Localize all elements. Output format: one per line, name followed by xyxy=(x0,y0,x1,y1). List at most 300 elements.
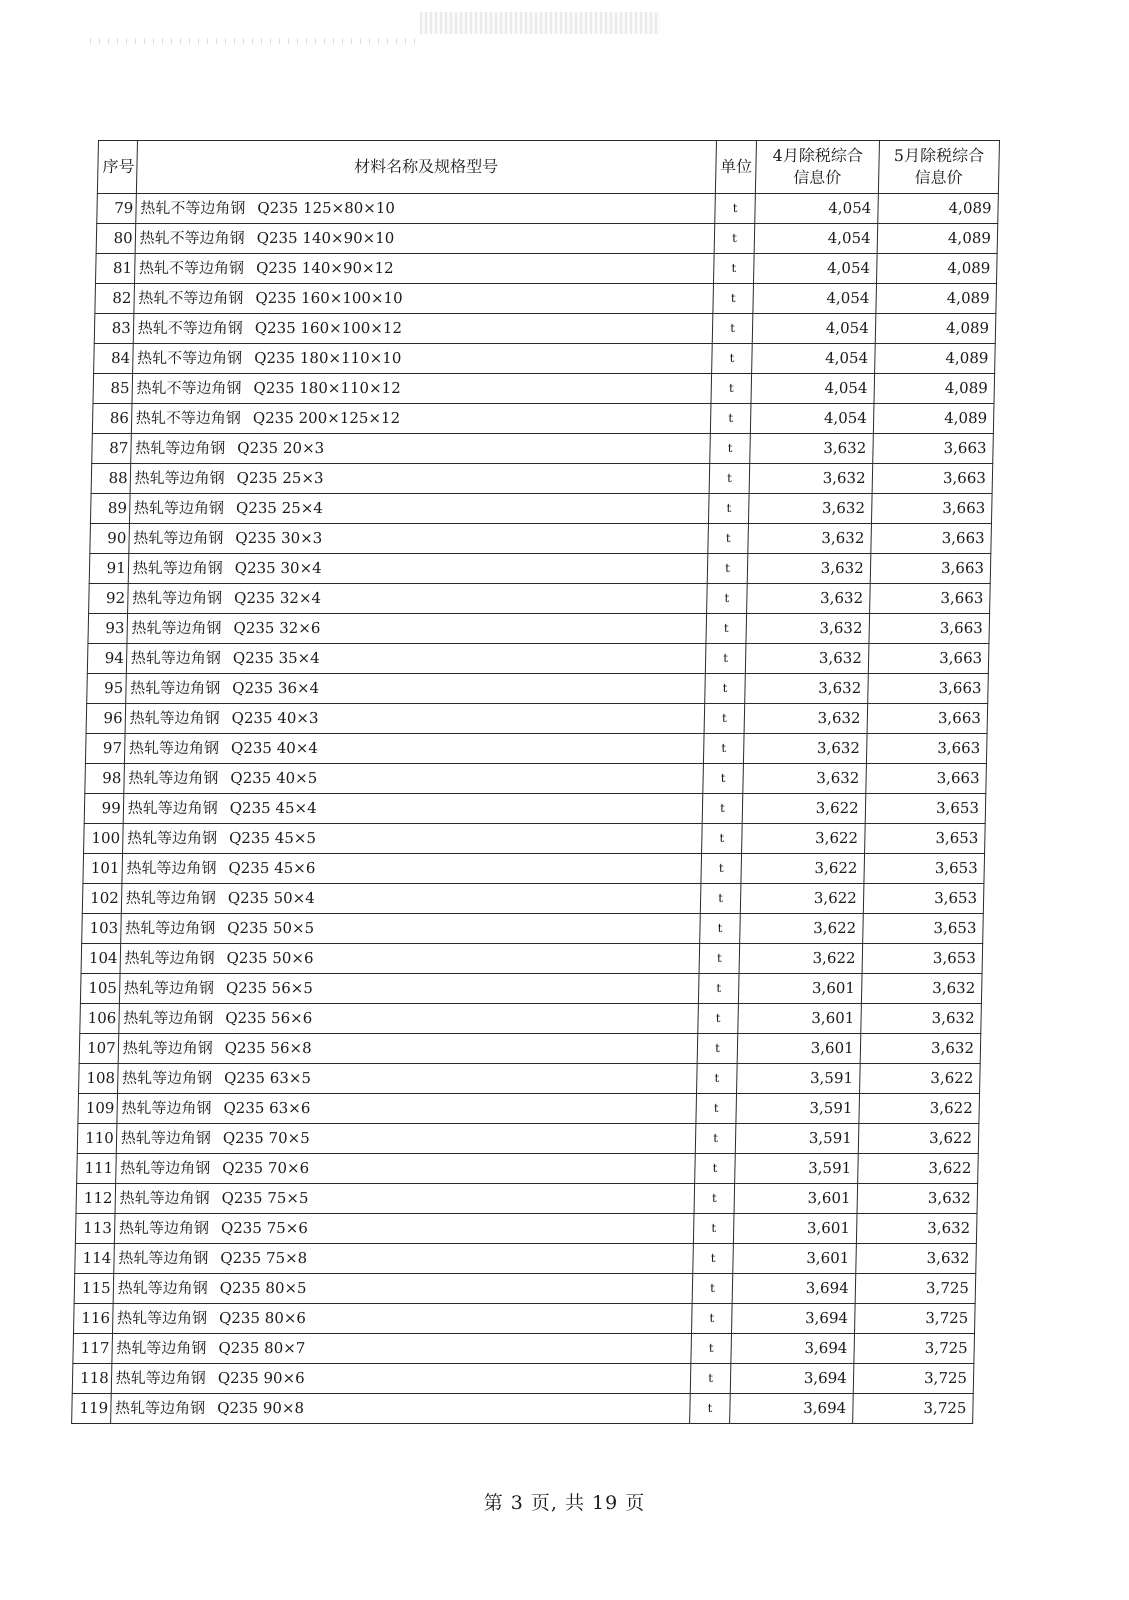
row-april-price-cell: 3,622 xyxy=(742,824,865,854)
row-may-price-cell: 3,663 xyxy=(870,554,991,584)
row-material-name: 热轧不等边角钢 xyxy=(135,409,242,427)
table-row xyxy=(97,194,999,224)
row-no-cell: 93 xyxy=(88,614,127,644)
row-april-price-cell: 3,591 xyxy=(735,1154,858,1184)
row-may-price-cell: 3,622 xyxy=(859,1094,980,1124)
row-material-name: 热轧等边角钢 xyxy=(116,1339,207,1357)
row-material-name: 热轧等边角钢 xyxy=(125,919,216,937)
row-name-cell xyxy=(120,944,700,974)
row-name-cell xyxy=(130,464,710,494)
row-material-name: 热轧等边角钢 xyxy=(130,679,221,697)
row-may-price-cell: 3,663 xyxy=(867,674,988,704)
row-no-cell: 82 xyxy=(95,284,134,314)
row-material-spec: Q235 70×5 xyxy=(222,1129,310,1147)
row-material-name: 热轧等边角钢 xyxy=(121,1069,213,1087)
row-material-name: 热轧等边角钢 xyxy=(134,469,225,487)
row-material-spec: Q235 30×3 xyxy=(235,529,323,547)
row-name-cell xyxy=(110,1394,690,1424)
row-april-price-cell: 3,632 xyxy=(744,734,867,764)
row-no-cell: 85 xyxy=(93,374,132,404)
row-may-price-cell: 3,632 xyxy=(861,974,982,1004)
row-april-price-cell: 3,632 xyxy=(748,524,871,554)
row-unit-cell: t xyxy=(698,974,739,1004)
row-april-price-cell: 4,054 xyxy=(751,404,874,434)
row-material-name: 热轧等边角钢 xyxy=(130,649,222,667)
row-name-cell xyxy=(128,554,708,584)
row-no-cell: 101 xyxy=(83,854,122,884)
row-name-cell xyxy=(130,434,710,464)
row-no-cell: 87 xyxy=(92,434,131,464)
row-unit-cell: t xyxy=(709,434,750,464)
row-material-spec: Q235 50×4 xyxy=(227,889,315,907)
header-april-price xyxy=(756,141,879,194)
row-name-cell xyxy=(112,1334,692,1364)
row-no-cell: 96 xyxy=(86,704,125,734)
table-row xyxy=(84,794,986,824)
row-unit-cell: t xyxy=(689,1394,730,1424)
row-material-name: 热轧不等边角钢 xyxy=(139,229,245,247)
row-name-cell xyxy=(120,914,700,944)
row-no-cell: 104 xyxy=(81,944,120,974)
row-april-price-cell: 3,601 xyxy=(739,974,862,1004)
row-material-spec: Q235 200×125×12 xyxy=(252,409,401,427)
row-may-price-cell: 4,089 xyxy=(876,284,997,314)
row-no-cell: 116 xyxy=(73,1304,112,1334)
row-may-price-cell: 4,089 xyxy=(877,194,998,224)
row-no-cell: 91 xyxy=(89,554,128,584)
table-row xyxy=(89,584,991,614)
row-may-price-cell: 3,632 xyxy=(856,1214,977,1244)
row-material-spec: Q235 56×5 xyxy=(225,979,314,997)
row-material-spec: Q235 25×4 xyxy=(235,499,324,517)
row-material-name: 热轧等边角钢 xyxy=(116,1309,208,1327)
row-april-price-cell: 3,622 xyxy=(743,794,866,824)
row-may-price-cell: 3,653 xyxy=(865,794,986,824)
row-material-name: 热轧等边角钢 xyxy=(128,769,219,787)
table-row xyxy=(92,404,994,434)
table-row xyxy=(73,1304,975,1334)
row-name-cell xyxy=(127,614,707,644)
table-row xyxy=(75,1214,977,1244)
table-row xyxy=(94,314,996,344)
row-april-price-cell: 3,694 xyxy=(733,1274,856,1304)
row-material-spec: Q235 140×90×12 xyxy=(255,259,394,277)
row-april-price-cell: 3,632 xyxy=(748,554,871,584)
row-may-price-cell: 3,663 xyxy=(868,644,989,674)
row-april-price-cell: 3,632 xyxy=(749,494,872,524)
row-no-cell: 102 xyxy=(82,884,121,914)
row-may-price-cell: 3,632 xyxy=(855,1244,976,1274)
row-april-price-cell: 3,694 xyxy=(731,1364,854,1394)
row-material-spec: Q235 36×4 xyxy=(232,679,320,697)
row-name-cell xyxy=(134,284,714,314)
row-no-cell: 97 xyxy=(85,734,124,764)
row-no-cell: 83 xyxy=(94,314,133,344)
row-material-name: 热轧等边角钢 xyxy=(132,559,223,577)
row-material-spec: Q235 45×5 xyxy=(228,829,317,847)
row-unit-cell: t xyxy=(697,1034,738,1064)
row-material-name: 热轧不等边角钢 xyxy=(137,319,243,337)
table-row xyxy=(94,344,996,374)
row-april-price-cell: 3,622 xyxy=(740,914,863,944)
row-may-price-cell: 3,653 xyxy=(862,914,983,944)
row-material-spec: Q235 63×6 xyxy=(223,1099,311,1117)
row-may-price-cell: 3,725 xyxy=(855,1274,976,1304)
row-may-price-cell: 3,663 xyxy=(866,764,987,794)
row-april-price-cell: 3,622 xyxy=(739,944,862,974)
table-row xyxy=(93,374,995,404)
row-material-name: 热轧等边角钢 xyxy=(117,1279,208,1297)
row-no-cell: 80 xyxy=(96,224,135,254)
table-row xyxy=(89,554,991,584)
table-row xyxy=(87,644,989,674)
row-unit-cell: t xyxy=(704,704,745,734)
row-name-cell xyxy=(123,794,703,824)
table-row xyxy=(85,764,987,794)
row-material-name: 热轧等边角钢 xyxy=(123,1009,214,1027)
row-no-cell: 103 xyxy=(82,914,121,944)
row-unit-cell: t xyxy=(699,914,740,944)
row-april-price-cell: 3,601 xyxy=(734,1184,857,1214)
row-material-spec: Q235 56×8 xyxy=(224,1039,312,1057)
row-material-spec: Q235 56×6 xyxy=(225,1009,313,1027)
row-name-cell xyxy=(117,1064,697,1094)
row-unit-cell: t xyxy=(700,884,741,914)
row-may-price-cell: 3,663 xyxy=(872,434,993,464)
row-unit-cell: t xyxy=(703,734,744,764)
row-april-price-cell: 3,632 xyxy=(745,674,868,704)
row-no-cell: 98 xyxy=(85,764,124,794)
table-row xyxy=(90,494,992,524)
row-name-cell xyxy=(118,1034,698,1064)
table-row xyxy=(81,944,983,974)
table-body xyxy=(72,194,999,1424)
row-april-price-cell: 3,694 xyxy=(731,1334,854,1364)
table-row xyxy=(90,524,992,554)
row-material-name: 热轧等边角钢 xyxy=(126,859,217,877)
row-april-price-cell: 4,054 xyxy=(754,254,877,284)
row-april-price-cell: 3,632 xyxy=(743,764,866,794)
row-april-price-cell: 4,054 xyxy=(753,314,876,344)
row-april-price-cell: 3,601 xyxy=(733,1244,856,1274)
row-material-name: 热轧等边角钢 xyxy=(131,589,223,607)
header-may-line2: 信息价 xyxy=(914,168,963,187)
row-material-name: 热轧等边角钢 xyxy=(122,1039,213,1057)
row-no-cell: 106 xyxy=(80,1004,119,1034)
row-unit-cell: t xyxy=(706,584,747,614)
row-material-spec: Q235 35×4 xyxy=(232,649,320,667)
row-material-name: 热轧不等边角钢 xyxy=(136,379,242,397)
row-name-cell xyxy=(129,524,709,554)
row-material-name: 热轧等边角钢 xyxy=(121,1099,212,1117)
row-name-cell xyxy=(135,194,715,224)
row-name-cell xyxy=(117,1094,697,1124)
table-row xyxy=(91,464,993,494)
row-may-price-cell: 4,089 xyxy=(877,224,998,254)
row-material-name: 热轧等边角钢 xyxy=(133,499,225,517)
table-row xyxy=(72,1394,974,1424)
row-material-spec: Q235 30×4 xyxy=(234,559,322,577)
table-row xyxy=(74,1274,976,1304)
row-no-cell: 90 xyxy=(90,524,129,554)
row-may-price-cell: 3,663 xyxy=(871,494,992,524)
row-may-price-cell: 3,632 xyxy=(860,1004,981,1034)
row-no-cell: 88 xyxy=(91,464,130,494)
row-material-name: 热轧等边角钢 xyxy=(124,949,215,967)
page-footer: 第 3 页, 共 19 页 xyxy=(483,1492,646,1514)
row-name-cell xyxy=(124,734,704,764)
row-no-cell: 117 xyxy=(73,1334,112,1364)
row-material-spec: Q235 90×6 xyxy=(217,1369,305,1387)
row-name-cell xyxy=(115,1154,695,1184)
row-unit-cell: t xyxy=(701,824,742,854)
row-name-cell xyxy=(115,1184,695,1214)
row-unit-cell: t xyxy=(711,374,752,404)
row-no-cell: 109 xyxy=(78,1094,117,1124)
header-april-line2: 信息价 xyxy=(793,168,842,187)
row-unit-cell: t xyxy=(693,1214,734,1244)
row-unit-cell: t xyxy=(695,1124,736,1154)
row-may-price-cell: 3,632 xyxy=(857,1184,978,1214)
row-may-price-cell: 3,653 xyxy=(864,854,985,884)
row-unit-cell: t xyxy=(691,1304,732,1334)
row-material-spec: Q235 80×5 xyxy=(219,1279,307,1297)
row-material-name: 热轧等边角钢 xyxy=(123,979,215,997)
row-name-cell xyxy=(132,374,712,404)
row-april-price-cell: 3,632 xyxy=(750,434,873,464)
row-april-price-cell: 3,694 xyxy=(730,1394,853,1424)
row-may-price-cell: 3,653 xyxy=(864,824,985,854)
row-material-spec: Q235 160×100×12 xyxy=(254,319,403,337)
row-material-spec: Q235 125×80×10 xyxy=(257,199,396,217)
row-material-spec: Q235 40×3 xyxy=(231,709,319,727)
row-unit-cell: t xyxy=(710,404,751,434)
row-name-cell xyxy=(119,1004,699,1034)
row-no-cell: 81 xyxy=(95,254,134,284)
table-row xyxy=(77,1154,979,1184)
table-row xyxy=(79,1034,981,1064)
row-may-price-cell: 3,725 xyxy=(852,1394,973,1424)
row-no-cell: 107 xyxy=(79,1034,118,1064)
row-material-name: 热轧等边角钢 xyxy=(135,439,226,457)
row-unit-cell: t xyxy=(690,1364,731,1394)
row-no-cell: 105 xyxy=(80,974,119,1004)
row-april-price-cell: 3,632 xyxy=(747,584,870,614)
row-april-price-cell: 4,054 xyxy=(755,194,878,224)
row-no-cell: 100 xyxy=(84,824,123,854)
row-may-price-cell: 3,663 xyxy=(871,524,992,554)
row-no-cell: 95 xyxy=(87,674,126,704)
row-material-name: 热轧不等边角钢 xyxy=(138,259,245,277)
row-material-spec: Q235 20×3 xyxy=(237,439,325,457)
table-row xyxy=(80,1004,982,1034)
row-name-cell xyxy=(127,584,707,614)
row-material-spec: Q235 75×5 xyxy=(221,1189,309,1207)
header-may-line1: 5月除税综合 xyxy=(893,146,985,165)
row-april-price-cell: 3,622 xyxy=(741,854,864,884)
row-may-price-cell: 3,663 xyxy=(867,704,988,734)
row-material-spec: Q235 25×3 xyxy=(236,469,324,487)
row-may-price-cell: 3,725 xyxy=(853,1364,974,1394)
row-name-cell xyxy=(122,824,702,854)
table-row xyxy=(95,284,997,314)
row-april-price-cell: 3,601 xyxy=(738,1004,861,1034)
row-april-price-cell: 3,632 xyxy=(746,614,869,644)
row-material-spec: Q235 45×6 xyxy=(228,859,316,877)
row-material-spec: Q235 90×8 xyxy=(216,1399,305,1417)
row-april-price-cell: 3,601 xyxy=(734,1214,857,1244)
row-no-cell: 94 xyxy=(87,644,126,674)
row-may-price-cell: 3,622 xyxy=(859,1064,980,1094)
row-name-cell xyxy=(113,1244,693,1274)
row-no-cell: 114 xyxy=(75,1244,114,1274)
row-unit-cell: t xyxy=(707,554,748,584)
row-material-spec: Q235 180×110×12 xyxy=(253,379,401,397)
table-row xyxy=(76,1184,978,1214)
row-name-cell xyxy=(133,314,713,344)
row-name-cell xyxy=(121,884,701,914)
row-material-name: 热轧等边角钢 xyxy=(114,1399,206,1417)
row-material-name: 热轧等边角钢 xyxy=(131,619,222,637)
row-no-cell: 89 xyxy=(90,494,129,524)
row-unit-cell: t xyxy=(709,464,750,494)
row-material-name: 热轧等边角钢 xyxy=(133,529,224,547)
row-name-cell xyxy=(113,1274,693,1304)
row-name-cell xyxy=(132,344,712,374)
row-no-cell: 119 xyxy=(72,1394,111,1424)
header-unit: 单位 xyxy=(715,141,757,194)
table-row xyxy=(82,884,984,914)
row-material-name: 热轧不等边角钢 xyxy=(136,349,243,367)
row-april-price-cell: 3,601 xyxy=(738,1034,861,1064)
table-row xyxy=(84,824,986,854)
table-row xyxy=(82,914,984,944)
row-material-spec: Q235 75×6 xyxy=(220,1219,309,1237)
row-april-price-cell: 3,632 xyxy=(750,464,873,494)
row-material-spec: Q235 45×4 xyxy=(229,799,317,817)
row-april-price-cell: 4,054 xyxy=(753,284,876,314)
row-april-price-cell: 3,632 xyxy=(746,644,869,674)
table-row xyxy=(86,704,988,734)
row-unit-cell: t xyxy=(712,314,753,344)
row-april-price-cell: 3,591 xyxy=(736,1124,859,1154)
row-may-price-cell: 3,663 xyxy=(869,614,990,644)
row-unit-cell: t xyxy=(694,1154,735,1184)
table-row xyxy=(85,734,987,764)
row-material-name: 热轧等边角钢 xyxy=(128,739,220,757)
row-material-name: 热轧等边角钢 xyxy=(119,1189,210,1207)
row-name-cell xyxy=(116,1124,696,1154)
row-material-spec: Q235 32×6 xyxy=(233,619,321,637)
header-april-line1: 4月除税综合 xyxy=(772,146,864,165)
row-april-price-cell: 4,054 xyxy=(755,224,878,254)
row-name-cell xyxy=(124,764,704,794)
header-name: 材料名称及规格型号 xyxy=(136,141,716,194)
table-row xyxy=(87,674,989,704)
row-material-name: 热轧等边角钢 xyxy=(125,889,217,907)
row-material-spec: Q235 32×4 xyxy=(233,589,322,607)
row-may-price-cell: 3,725 xyxy=(854,1334,975,1364)
table-header xyxy=(97,141,999,194)
table-row xyxy=(83,854,985,884)
row-name-cell xyxy=(119,974,699,1004)
row-material-spec: Q235 80×7 xyxy=(218,1339,306,1357)
row-material-name: 热轧等边角钢 xyxy=(115,1369,206,1387)
table-row xyxy=(88,614,990,644)
row-name-cell xyxy=(111,1364,691,1394)
row-may-price-cell: 3,663 xyxy=(869,584,990,614)
row-may-price-cell: 3,622 xyxy=(857,1154,978,1184)
row-unit-cell: t xyxy=(702,794,743,824)
row-name-cell xyxy=(122,854,702,884)
row-may-price-cell: 4,089 xyxy=(873,404,994,434)
row-april-price-cell: 3,591 xyxy=(736,1094,859,1124)
row-may-price-cell: 3,632 xyxy=(860,1034,981,1064)
row-unit-cell: t xyxy=(706,614,747,644)
row-april-price-cell: 3,632 xyxy=(744,704,867,734)
row-unit-cell: t xyxy=(691,1334,732,1364)
row-unit-cell: t xyxy=(704,674,745,704)
row-no-cell: 113 xyxy=(75,1214,114,1244)
row-material-spec: Q235 40×4 xyxy=(230,739,319,757)
row-no-cell: 108 xyxy=(79,1064,118,1094)
row-name-cell xyxy=(126,644,706,674)
row-may-price-cell: 4,089 xyxy=(874,374,995,404)
row-may-price-cell: 3,653 xyxy=(862,944,983,974)
table-row xyxy=(80,974,982,1004)
row-no-cell: 110 xyxy=(77,1124,116,1154)
row-no-cell: 86 xyxy=(92,404,131,434)
header-no: 序号 xyxy=(97,141,137,194)
row-unit-cell: t xyxy=(711,344,752,374)
row-material-spec: Q235 80×6 xyxy=(218,1309,307,1327)
row-unit-cell: t xyxy=(707,524,748,554)
table-row xyxy=(96,224,998,254)
row-may-price-cell: 4,089 xyxy=(876,254,997,284)
row-material-name: 热轧等边角钢 xyxy=(120,1129,212,1147)
row-may-price-cell: 3,653 xyxy=(863,884,984,914)
row-no-cell: 84 xyxy=(94,344,133,374)
row-material-name: 热轧等边角钢 xyxy=(118,1249,209,1267)
row-material-name: 热轧不等边角钢 xyxy=(138,289,244,307)
row-no-cell: 79 xyxy=(97,194,136,224)
row-name-cell xyxy=(112,1304,692,1334)
row-april-price-cell: 3,622 xyxy=(741,884,864,914)
row-name-cell xyxy=(125,674,705,704)
row-unit-cell: t xyxy=(696,1094,737,1124)
row-april-price-cell: 3,694 xyxy=(732,1304,855,1334)
row-unit-cell: t xyxy=(714,194,755,224)
row-may-price-cell: 3,663 xyxy=(872,464,993,494)
row-unit-cell: t xyxy=(692,1244,733,1274)
row-unit-cell: t xyxy=(692,1274,733,1304)
row-material-spec: Q235 160×100×10 xyxy=(255,289,403,307)
row-unit-cell: t xyxy=(705,644,746,674)
row-material-spec: Q235 140×90×10 xyxy=(256,229,395,247)
row-no-cell: 92 xyxy=(89,584,128,614)
row-unit-cell: t xyxy=(713,254,754,284)
row-may-price-cell: 4,089 xyxy=(875,314,996,344)
row-april-price-cell: 3,591 xyxy=(737,1064,860,1094)
row-unit-cell: t xyxy=(699,944,740,974)
row-material-name: 热轧等边角钢 xyxy=(129,709,220,727)
table-row xyxy=(92,434,994,464)
row-april-price-cell: 4,054 xyxy=(751,374,874,404)
row-unit-cell: t xyxy=(697,1004,738,1034)
price-table xyxy=(71,140,1000,1424)
scan-noise-line xyxy=(90,38,420,44)
row-name-cell xyxy=(131,404,711,434)
